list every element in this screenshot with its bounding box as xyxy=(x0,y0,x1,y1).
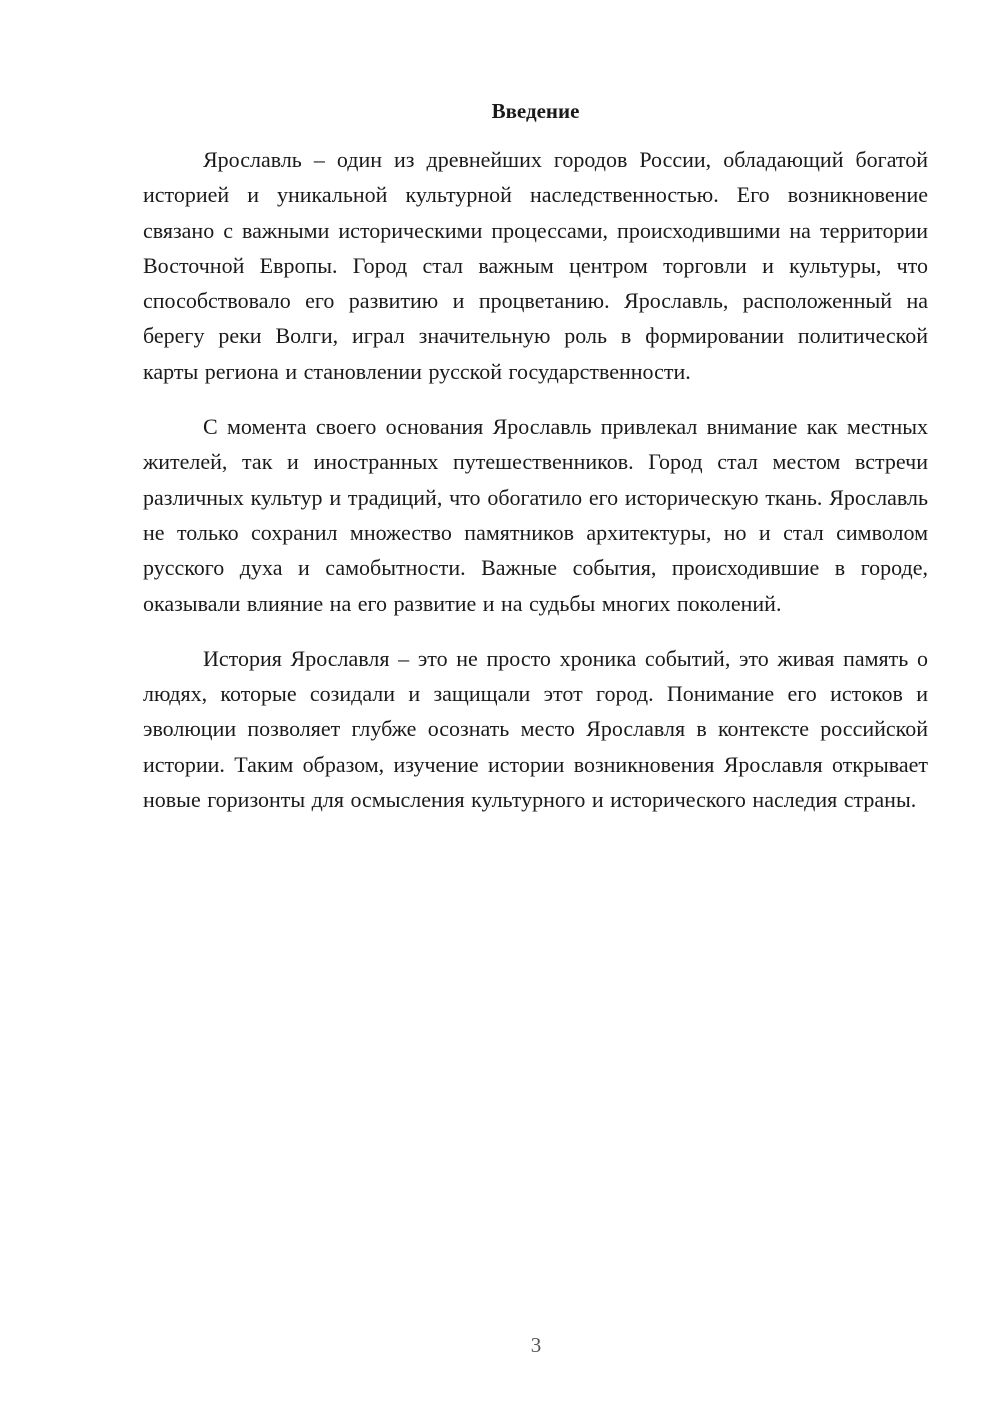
paragraph-3: История Ярославля – это не просто хроника событий, это живая память о людях, которые созидали и защищали этот город. Понимание его истоков и эволюции позволяет глубже осознать место Ярославля в контексте российской истории. Таким образом, изучение истории возникновения Ярославля открывает новые горизонты для осмысления культурного и исторического наследия страны. xyxy=(143,645,928,813)
page-number: 3 xyxy=(530,1333,542,1357)
paragraph-1: Ярославль – один из древнейших городов России, обладающий богатой историей и уникальной культурной наследственностью. Его возникновение связано с важными историческими процессами, происходившими на территории Восточной Европы. Город стал важным центром торговли и культуры, что способствовало его развитию и процветанию. Ярославль, расположенный на берегу реки Волги, играл значительную роль в формировании политической карты региона и становлении русской государственности. xyxy=(143,147,928,384)
body-text xyxy=(143,142,928,837)
section-heading: Введение xyxy=(491,99,580,123)
paragraph-2: С момента своего основания Ярославль привлекал внимание как местных жителей, так и иностранных путешественников. Город стал местом встречи различных культур и традиций, что обогатило его историческую ткань. Ярославль не только сохранил множество памятников архитектуры, но и стал символом русского духа и самобытности. Важные события, происходившие в городе, оказывали влияние на его развитие и на судьбы многих поколений. xyxy=(143,414,928,616)
